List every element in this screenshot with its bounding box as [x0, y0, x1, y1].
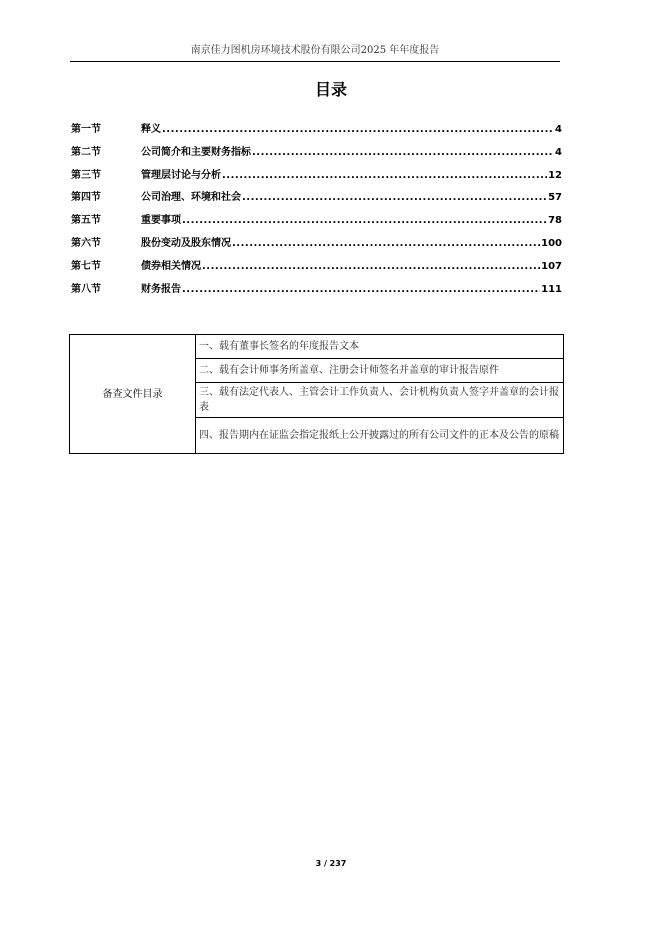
- toc-leader-dots: [232, 238, 540, 249]
- reference-documents-label: 备查文件目录: [70, 335, 196, 454]
- toc-section-label: 第六节: [71, 237, 101, 249]
- reference-document-item: 四、报告期内在证监会指定报纸上公开披露过的所有公司文件的正本及公告的原稿: [196, 418, 564, 454]
- toc-leader-dots: [162, 124, 554, 135]
- toc-section-name: 管理层讨论与分析: [141, 169, 221, 181]
- toc-entry-4[interactable]: [71, 188, 562, 211]
- toc-section-name: 财务报告: [141, 283, 181, 295]
- page-number: 3 / 237: [315, 859, 347, 868]
- reference-document-item: 三、载有法定代表人、主管会计工作负责人、会计机构负责人签字并盖章的会计报表: [196, 383, 564, 418]
- table-row: [70, 335, 564, 359]
- toc-section-label: 第一节: [71, 124, 101, 135]
- toc-page-number: 78: [548, 215, 562, 227]
- toc-entry-8[interactable]: [71, 280, 562, 303]
- toc-entry-6[interactable]: [71, 234, 562, 257]
- toc-section-name: 重要事项: [141, 215, 181, 227]
- toc-page-number: 4: [555, 124, 562, 135]
- toc-section-name: 释义: [141, 124, 161, 135]
- toc-page-number: 57: [548, 192, 562, 204]
- table-of-contents: [71, 120, 562, 302]
- toc-entry-1[interactable]: [71, 120, 562, 143]
- toc-section-label: 第七节: [71, 260, 101, 272]
- toc-section-name: 债券相关情况: [141, 260, 201, 272]
- toc-section-label: 第四节: [71, 192, 101, 204]
- toc-page-number: 107: [541, 260, 562, 272]
- reference-documents-table: [69, 334, 564, 454]
- toc-entry-5[interactable]: [71, 211, 562, 234]
- reference-document-item: 二、载有会计师事务所盖章、注册会计师签名并盖章的审计报告原件: [196, 359, 564, 383]
- toc-leader-dots: [222, 170, 547, 181]
- toc-page-number: 111: [541, 283, 562, 295]
- toc-entry-3[interactable]: [71, 166, 562, 189]
- toc-leader-dots: [242, 192, 547, 203]
- toc-entry-7[interactable]: [71, 257, 562, 280]
- reference-document-item: 一、载有董事长签名的年度报告文本: [196, 335, 564, 359]
- toc-section-name: 公司简介和主要财务指标: [141, 146, 251, 158]
- toc-section-label: 第二节: [71, 146, 101, 158]
- header-rule: [70, 61, 560, 62]
- toc-section-name: 公司治理、环境和社会: [141, 192, 241, 204]
- toc-page-number: 100: [541, 237, 562, 249]
- toc-entry-2[interactable]: [71, 143, 562, 166]
- toc-section-label: 第五节: [71, 215, 101, 227]
- toc-section-label: 第三节: [71, 169, 101, 181]
- toc-leader-dots: [202, 261, 540, 272]
- toc-section-name: 股份变动及股东情况: [141, 237, 231, 249]
- toc-page-number: 4: [555, 146, 562, 158]
- page-header: 南京佳力图机房环境技术股份有限公司2025 年年度报告: [190, 45, 440, 56]
- toc-leader-dots: [182, 215, 547, 226]
- toc-leader-dots: [182, 284, 540, 295]
- toc-leader-dots: [252, 147, 554, 158]
- toc-section-label: 第八节: [71, 283, 101, 295]
- toc-page-number: 12: [548, 169, 562, 181]
- toc-title: 目录: [314, 80, 347, 99]
